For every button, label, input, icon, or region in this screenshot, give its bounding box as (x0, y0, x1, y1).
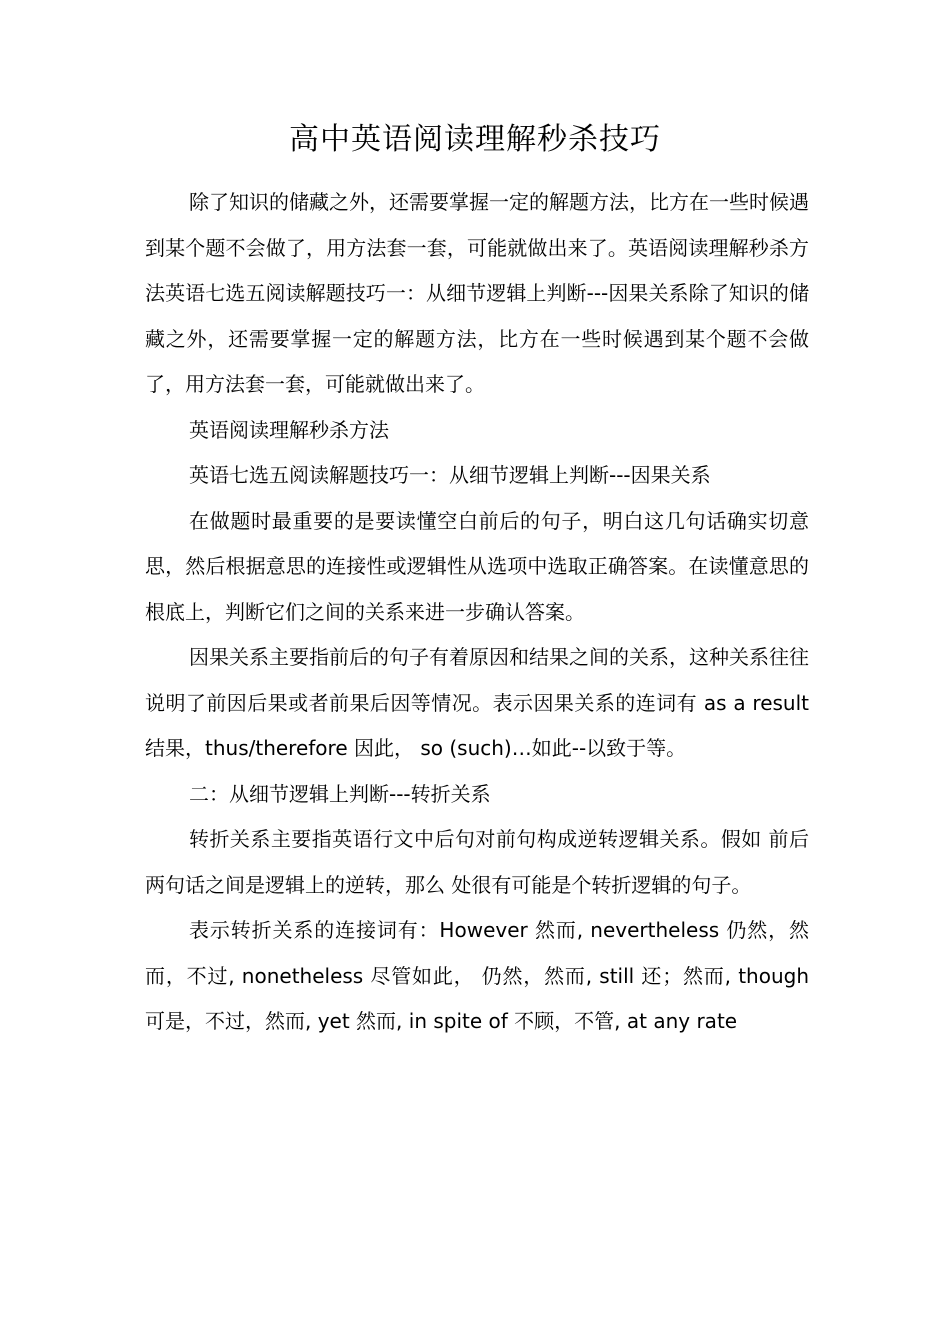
paragraph: 在做题时最重要的是要读懂空白前后的句子，明白这几句话确实切意思，然后根据意思的连接性或逻辑性从选项中选取正确答案。在读懂意思的根底上，判断它们之间的关系来进一步确认答案。 (145, 508, 809, 624)
document-body (145, 180, 816, 1045)
document-title: 高中英语阅读理解秒杀技巧 (289, 122, 661, 157)
paragraph: 表示转折关系的连接词有：However 然而, nevertheless 仍然，然而，不过, nonetheless 尽管如此， 仍然，然而, still 还；然而, though 可是，不过，然而, yet 然而, in spite of 不顾，不管, at any rate (145, 918, 816, 1033)
paragraph: 因果关系主要指前后的句子有着原因和结果之间的关系，这种关系往往说明了前因后果或者前果后因等情况。表示因果关系的连词有 as a result 结果，thus/therefore 因此， so (such)…如此--以致于等。 (145, 645, 816, 760)
paragraph: 英语七选五阅读解题技巧一：从细节逻辑上判断---因果关系 (189, 463, 711, 487)
paragraph: 转折关系主要指英语行文中后句对前句构成逆转逻辑关系。假如 前后两句话之间是逻辑上的逆转，那么 处很有可能是个转折逻辑的句子。 (145, 827, 809, 897)
paragraph: 英语阅读理解秒杀方法 (189, 417, 389, 442)
paragraph: 除了知识的储藏之外，还需要掌握一定的解题方法，比方在一些时候遇到某个题不会做了，用方法套一套，可能就做出来了。英语阅读理解秒杀方法英语七选五阅读解题技巧一：从细节逻辑上判断---因果关系除了知识的储藏之外，还需要掌握一定的解题方法，比方在一些时候遇到某个题不会做了，用方法套一套，可能就做出来了。 (145, 190, 809, 396)
paragraph: 二：从细节逻辑上判断---转折关系 (189, 781, 491, 806)
